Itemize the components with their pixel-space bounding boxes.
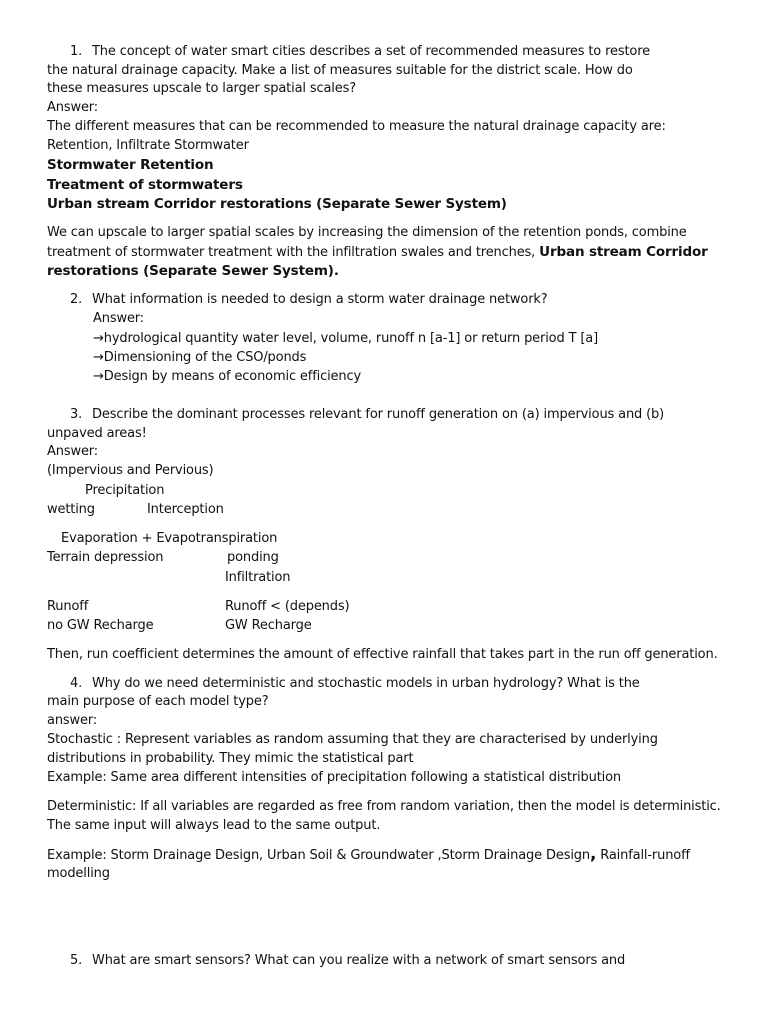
q4-line-1 (70, 676, 640, 692)
q3-infiltration: Infiltration (225, 570, 291, 585)
q1-text-1: The concept of water smart cities describes a set of recommended measures to restore (92, 44, 650, 59)
q4-number: 4. (70, 676, 83, 691)
q3-gw-recharge: GW Recharge (225, 618, 312, 633)
q4-stochastic-example: Example: Same area different intensities of precipitation following a statistical distribution (47, 770, 622, 785)
q1-number: 1. (70, 44, 83, 59)
q3-evaporation: Evaporation + Evapotranspiration (61, 531, 278, 546)
q2-answer-label: Answer: (93, 311, 144, 326)
q4-example-text-a: Example: Storm Drainage Design, Urban Soil & Groundwater ,Storm Drainage Design (47, 848, 590, 863)
q3-text-1: Describe the dominant processes relevant for runoff generation on (a) impervious and (b) (92, 407, 665, 422)
q1-line-1 (70, 44, 650, 60)
q1-bold-measure-3: Urban stream Corridor restorations (Separate Sewer System) (47, 196, 507, 212)
q3-precipitation: Precipitation (85, 483, 165, 498)
q3-runoff-right: Runoff < (depends) (225, 599, 350, 614)
q4-deterministic-example-2: modelling (47, 866, 110, 881)
q4-stochastic-line-2: distributions in probability. They mimic the statistical part (47, 751, 414, 766)
q3-answer-label: Answer: (47, 444, 98, 459)
q3-subhead: (Impervious and Pervious) (47, 463, 214, 478)
q3-terrain-depression: Terrain depression (47, 550, 164, 565)
q3-line-2: unpaved areas! (47, 426, 147, 441)
q1-upscale-bold: Urban stream Corridor (539, 244, 708, 260)
q4-deterministic-line-1: Deterministic: If all variables are regarded as free from random variation, then the model is deterministic. (47, 799, 721, 814)
q1-bold-measure-2: Treatment of stormwaters (47, 177, 243, 193)
q2-bullet-2: →Dimensioning of the CSO/ponds (93, 350, 307, 365)
q3-wetting: wetting (47, 502, 95, 517)
q3-line-1 (70, 407, 664, 423)
q4-example-comma: , (589, 844, 597, 864)
q4-line-2: main purpose of each model type? (47, 694, 269, 709)
q1-answer-line-1: The different measures that can be recommended to measure the natural drainage capacity are: (47, 119, 666, 134)
q2-question: What information is needed to design a storm water drainage network? (92, 292, 548, 307)
q1-line-2: the natural drainage capacity. Make a list of measures suitable for the district scale. How do (47, 63, 633, 78)
q1-line-3: these measures upscale to larger spatial scales? (47, 81, 356, 96)
q1-upscale-line-2 (47, 244, 708, 261)
q2-line-1 (70, 292, 548, 308)
q5-text-1: What are smart sensors? What can you realize with a network of smart sensors and (92, 953, 626, 968)
q4-answer-label: answer: (47, 713, 98, 728)
q3-runoff-left: Runoff (47, 599, 89, 614)
q2-bullet-1: →hydrological quantity water level, volume, runoff n [a-1] or return period T [a] (93, 331, 599, 346)
q2-bullet-3: →Design by means of economic efficiency (93, 369, 362, 384)
q3-interception: Interception (147, 502, 224, 517)
q4-deterministic-line-2: The same input will always lead to the same output. (47, 818, 381, 833)
q2-number: 2. (70, 292, 83, 307)
q3-number: 3. (70, 407, 83, 422)
q5-number: 5. (70, 953, 83, 968)
q1-upscale-text: treatment of stormwater treatment with the infiltration swales and trenches, (47, 245, 540, 260)
q5-line-1 (70, 953, 625, 969)
q4-text-1: Why do we need deterministic and stochastic models in urban hydrology? What is the (92, 676, 640, 691)
q3-no-gw-recharge: no GW Recharge (47, 618, 154, 633)
q1-answer-label: Answer: (47, 100, 98, 115)
q4-example-text-b: Rainfall-runoff (596, 848, 690, 863)
q1-bold-measure-1: Stormwater Retention (47, 157, 214, 173)
q4-stochastic-line-1: Stochastic : Represent variables as random assuming that they are characterised by underlying (47, 732, 658, 747)
q3-conclusion: Then, run coefficient determines the amount of effective rainfall that takes part in the run off generation. (47, 647, 718, 662)
q4-deterministic-example (47, 846, 690, 864)
q1-answer-line-2: Retention, Infiltrate Stormwater (47, 138, 249, 153)
q1-upscale-line-1: We can upscale to larger spatial scales by increasing the dimension of the retention ponds, combine (47, 225, 687, 240)
q3-ponding: ponding (227, 550, 279, 565)
q1-upscale-line-3: restorations (Separate Sewer System). (47, 263, 339, 279)
